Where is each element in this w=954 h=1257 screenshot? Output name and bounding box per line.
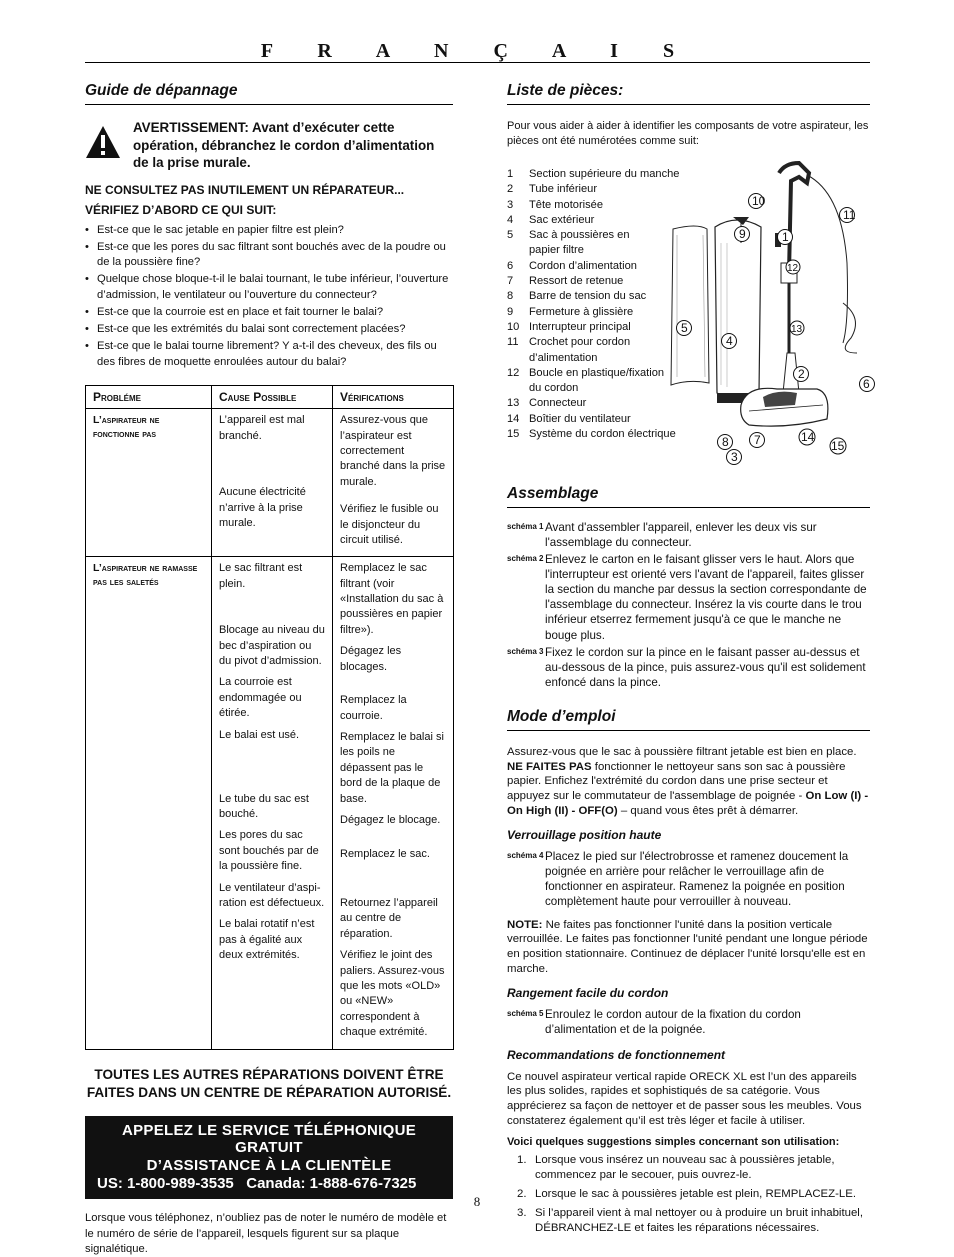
- list-item: • Quelque chose bloque-t-il le balai tournant, le tube inférieur, l’ouverture d’admission, le ventilateur ou l’ouverture du connecteur?: [85, 272, 453, 302]
- callout-15: 15: [831, 438, 845, 453]
- check-cell: Assurez-vous que l’aspirateur est correctement branché dans la prise murale.: [340, 414, 446, 488]
- callout-5: 5: [681, 320, 688, 335]
- callout-11: 11: [843, 207, 856, 222]
- page-number: 8: [473, 1194, 481, 1209]
- cause-cell: Blocage au niveau du bec d’aspiration ou du pivot d’admission.: [219, 624, 325, 668]
- check-list: [85, 223, 453, 370]
- cause-cell: L’appareil est mal branché.: [219, 414, 305, 442]
- list-item: 1. Lorsque vous insérez un nouveau sac à poussières jetable, commencez par le secouer, puis ouvrez-le.: [517, 1154, 835, 1182]
- list-item: 3. Si l’appareil vient à mal nettoyer ou à produire un bruit inhabituel, DÉBRANCHEZ-LE et faites les réparations nécessaires.: [517, 1206, 863, 1234]
- list-item: 11 Crochet pour cordon d’alimentation: [507, 336, 631, 364]
- parts-intro: Pour vous aider à aider à identifier les composants de votre aspirateur, les pièces ont été numérotées comme suit:: [507, 120, 869, 148]
- cause-cell: Le balai est usé.: [219, 728, 300, 741]
- list-item: • Est-ce que les pores du sac filtrant sont bouchés avec de la poudre ou de la poussière fine?: [85, 240, 453, 270]
- mode-title: Mode d’emploi: [507, 706, 870, 731]
- right-column: [507, 80, 870, 1239]
- phone-banner-line-1: APPELEZ LE SERVICE TÉLÉPHONIQUE GRATUIT: [121, 1122, 417, 1157]
- check-cell: Remplacez la courroie.: [340, 694, 407, 722]
- check-cell: Retournez l’appareil au centre de réparation.: [340, 897, 438, 940]
- list-item: • Est-ce que les extrémités du balai sont correctement placées?: [85, 322, 453, 337]
- consult-line-2: VÉRIFIEZ D’ABORD CE QUI SUIT:: [85, 203, 277, 218]
- check-cell: Remplacez le sac.: [340, 848, 430, 860]
- service-phone-banner: [85, 1116, 453, 1199]
- check-cell: Dégagez le blocage.: [340, 814, 441, 826]
- lock-subtitle: Verrouillage position haute: [507, 827, 662, 842]
- cause-cell: Les pores du sac sont bouchés par de la poussière fine.: [219, 829, 319, 873]
- list-item: 3 Tête motorisée: [507, 198, 603, 211]
- table-row: [86, 557, 454, 1049]
- list-item: 15 Système du cordon électrique: [507, 428, 676, 441]
- column-header-checks: Vérifications: [333, 385, 454, 408]
- other-repairs-notice: TOUTES LES AUTRES RÉPARATIONS DOIVENT ÊTRE FAITES DANS UN CENTRE DE RÉPARATION AUTORISÉ.: [86, 1066, 452, 1100]
- assembly-title: Assemblage: [507, 483, 870, 508]
- callout-12: 12: [787, 262, 799, 274]
- callout-10: 10: [752, 193, 766, 208]
- mode-paragraph: Assurez-vous que le sac à poussière filtrant jetable est bien en place. NE FAITES PAS fonctionner le nettoyeur sans son sac à poussière papier. Enfichez l'extrémité du cordon dans une prise secteur et appuyez sur le commutateur de l'assemblage de poignée - On Low (I) - On High (II) - OFF(O) – quand vous êtes prêt à démarrer.: [507, 745, 869, 818]
- callout-4: 4: [726, 333, 733, 348]
- list-item: 2 Tube inférieur: [507, 183, 598, 196]
- cause-cell: Le balai rotatif n’est pas à égalité aux deux extrémités.: [219, 918, 315, 962]
- cord-step: schéma 5 Enroulez le cordon autour de la fixation du cordon d’alimentation et de la poignée.: [507, 1008, 801, 1037]
- callout-8: 8: [722, 434, 729, 449]
- list-item: 10 Interrupteur principal: [507, 320, 631, 333]
- table-row: [86, 409, 454, 557]
- cause-cell: Le tube du sac est bouché.: [219, 792, 309, 821]
- check-cell: Remplacez le sac filtrant (voir «Installation du sac à poussières en papier filtre»).: [340, 562, 444, 636]
- assembly-step: schéma 2 Enlevez le carton en le faisant glisser vers le haut. Alors que l'interrupteur est orienté vers l'avant de l'appareil, faites glisser la section du manche par dessus la section correspondante de l'assemblage du connecteur. Insérez la vis courte dans le trou inférieur etserrez fermement jusqu'à ce que le manche ne bouge plus.: [507, 553, 867, 642]
- warning-text: AVERTISSEMENT: Avant d’exécuter cette opération, débranchez le cordon d’alimentation de la prise murale.: [133, 120, 435, 171]
- left-column: [85, 80, 453, 1257]
- column-header-cause: Cause Possible: [212, 385, 333, 408]
- list-item: 14 Boîtier du ventilateur: [507, 412, 631, 425]
- list-item: • Est-ce que le balai tourne librement? Y a-t-il des cheveux, des fils ou des fibres de moquette enroulées autour du balai?: [85, 339, 453, 369]
- callout-1: 1: [782, 229, 789, 244]
- list-item: 1 Section supérieure du manche: [507, 167, 680, 180]
- callout-3: 3: [731, 449, 738, 464]
- warning-triangle-icon: [85, 125, 121, 159]
- callout-13: 13: [791, 323, 803, 335]
- cause-cell: Le sac filtrant est plein.: [219, 562, 303, 590]
- callout-14: 14: [801, 429, 815, 444]
- check-cell: Dégagez les blocages.: [340, 645, 402, 673]
- callout-6: 6: [863, 376, 870, 391]
- closing-note: Lorsque vous téléphonez, n’oubliez pas de noter le numéro de modèle et le numéro de série de l’appareil, lesquels figurent sur sa plaque signalétique.: [85, 1212, 447, 1255]
- list-item: 2. Lorsque le sac à poussières jetable est plein, REMPLACEZ-LE.: [517, 1187, 856, 1200]
- column-header-problem: Probléme: [86, 385, 212, 408]
- phone-banner-line-2: D’ASSISTANCE À LA CLIENTÈLE: [146, 1156, 392, 1174]
- cord-subtitle: Rangement facile du cordon: [507, 985, 669, 1000]
- problem-cell: L’aspirateur ne fonctionne pas: [93, 414, 160, 441]
- parts-list-title: Liste de pièces:: [507, 80, 870, 105]
- callout-7: 7: [754, 432, 761, 447]
- list-item: 4 Sac extérieur: [507, 213, 595, 226]
- list-item: 12 Boucle en plastique/fixation du cordon: [507, 366, 665, 395]
- phone-numbers: US: 1-800-989-3535 Canada: 1-888-676-7325: [97, 1174, 417, 1192]
- list-item: 7 Ressort de retenue: [507, 275, 624, 288]
- problem-cell: L’aspirateur ne ramasse pas les saletés: [93, 562, 198, 589]
- recommendations-text: Ce nouvel aspirateur vertical rapide ORECK XL est l’un des appareils les plus solides, rapides et sophistiqués de sa catégorie. Vous apprécierez sa façon de nettoyer et de passer sous les meubles. Vous constaterez également qu’il est très léger et facile à utiliser.: [507, 1070, 862, 1128]
- cause-cell: La courroie est endommagée ou étirée.: [219, 676, 302, 720]
- consult-line-1: NE CONSULTEZ PAS INUTILEMENT UN RÉPARATEUR...: [85, 183, 405, 198]
- list-item: 9 Fermeture à glissière: [507, 305, 634, 318]
- check-cell: Vérifiez le joint des paliers. Assurez-vous que les mots «OLD» ou «NEW» correspondent à chaque extrémité.: [340, 949, 445, 1039]
- assembly-step: schéma 1 Avant d'assembler l'appareil, enlever les deux vis sur l'assemblage du connecteur.: [507, 521, 817, 550]
- recommendations-subtitle: Recommandations de fonctionnement: [507, 1048, 726, 1063]
- callout-9: 9: [739, 226, 746, 241]
- parts-area: [507, 167, 870, 471]
- lock-step: schéma 4 Placez le pied sur l'électrobrosse et ramenez doucement la poignée en arrière pour relâcher le verrouillage afin de fonctionner en aspirateur. Ramenez la poignée en position complètement haute pour verrouiller à nouveau.: [507, 850, 849, 909]
- list-item: • Est-ce que la courroie est en place et fait tourner le balai?: [85, 305, 453, 320]
- vacuum-parts-diagram: [667, 153, 872, 473]
- suggestions-title: Voici quelques suggestions simples concernant son utilisation:: [507, 1135, 840, 1148]
- callout-2: 2: [798, 366, 805, 381]
- assembly-step: schéma 3 Fixez le cordon sur la pince en le faisant passer au-dessus et au-dessous de la pince, puis assurez-vous qu'il est solidement enfoncé dans la pince.: [507, 645, 866, 689]
- language-heading: F R A N Ç A I S: [260, 40, 695, 62]
- troubleshooting-table: [85, 385, 454, 1050]
- list-item: • Est-ce que le sac jetable en papier filtre est plein?: [85, 223, 453, 238]
- warning-block: [85, 119, 453, 172]
- troubleshooting-title: Guide de dépannage: [85, 80, 453, 105]
- list-item: 5 Sac à poussières en papier filtre: [507, 229, 630, 257]
- cause-cell: Aucune électricité n’arrive à la prise murale.: [219, 486, 306, 529]
- list-item: 8 Barre de tension du sac: [507, 290, 647, 303]
- note-paragraph: NOTE: Ne faites pas fonctionner l'unité dans la position verticale verrouillée. Le faites pas fonctionner l'unité pendant une longue période en position stationnaire. Continuez de déplacer l'unité lorsqu'elle est en marche.: [507, 918, 868, 976]
- check-cell: Vérifiez le fusible ou le disjoncteur du circuit utilisé.: [340, 503, 439, 546]
- check-cell: Remplacez le balai si les poils ne dépassent pas le bord de la plaque de base.: [340, 731, 444, 805]
- list-item: 13 Connecteur: [507, 397, 587, 410]
- list-item: 6 Cordon d’alimentation: [507, 259, 637, 272]
- header-rule: [85, 62, 870, 63]
- cause-cell: Le ventilateur d’aspi-ration est défectueux.: [219, 881, 325, 909]
